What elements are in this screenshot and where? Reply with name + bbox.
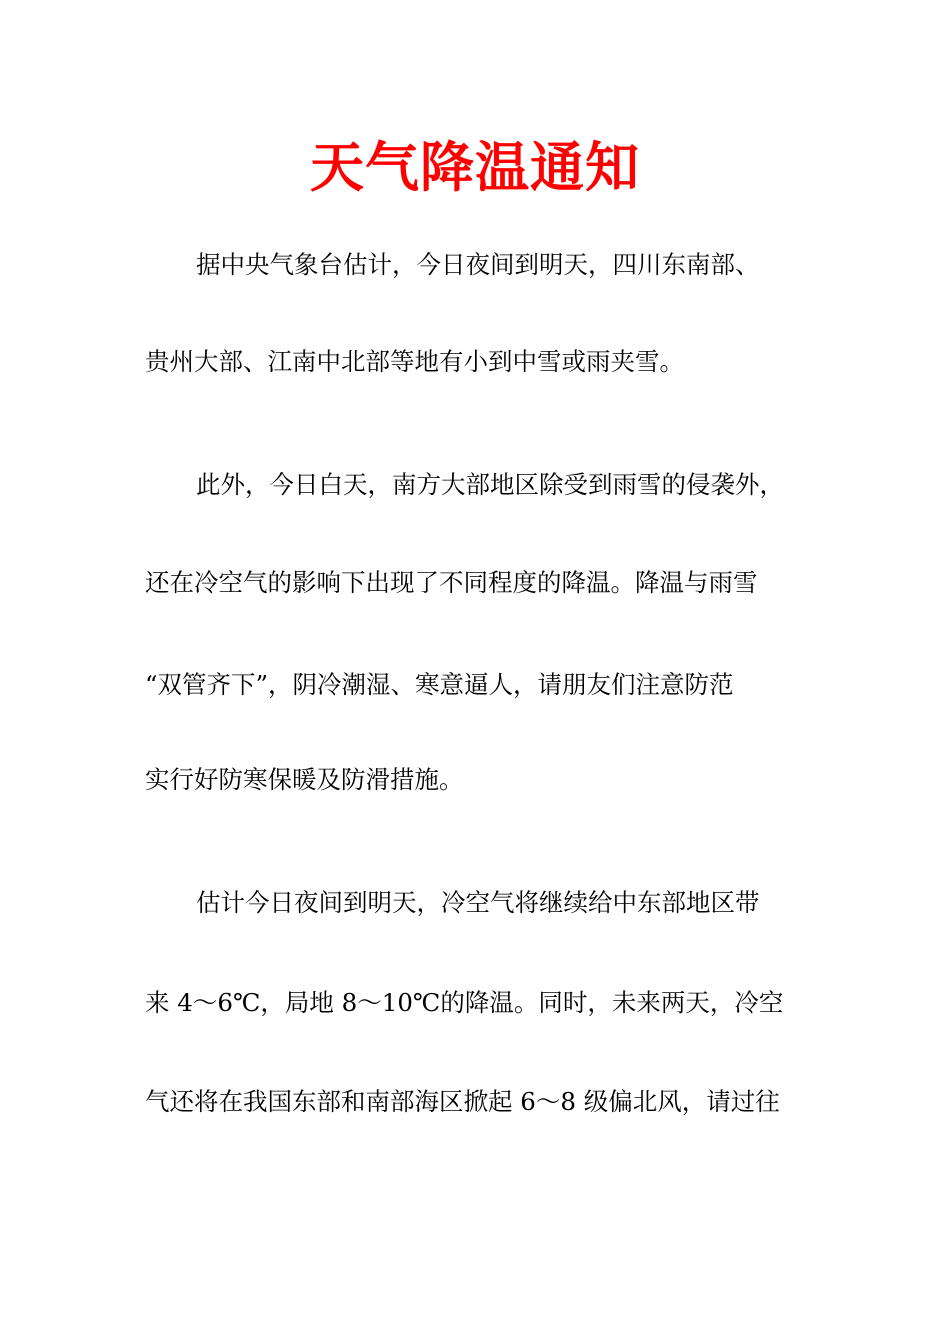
paragraph-1-line-1: 据中央气象台估计，今日夜间到明天，四川东南部、 bbox=[196, 250, 760, 279]
paragraph-1-line-2: 贵州大部、江南中北部等地有小到中雪或雨夹雪。 bbox=[145, 347, 684, 376]
paragraph-2-line-2: 还在冷空气的影响下出现了不同程度的降温。降温与雨雪 bbox=[145, 568, 758, 597]
document-title: 天气降温通知 bbox=[310, 136, 640, 199]
paragraph-2-line-3: “双管齐下”，阴冷潮湿、寒意逼人，请朋友们注意防范 bbox=[145, 670, 734, 699]
paragraph-2-line-1: 此外，今日白天，南方大部地区除受到雨雪的侵袭外， bbox=[196, 470, 784, 499]
paragraph-3-line-3: 气还将在我国东部和南部海区掀起 6～8 级偏北风，请过往 bbox=[145, 1087, 780, 1116]
paragraph-2-line-4: 实行好防寒保暖及防滑措施。 bbox=[145, 765, 464, 794]
paragraph-3-line-2: 来 4～6℃，局地 8～10℃的降温。同时，未来两天，冷空 bbox=[145, 988, 784, 1017]
paragraph-3-line-1: 估计今日夜间到明天，冷空气将继续给中东部地区带 bbox=[196, 888, 760, 917]
